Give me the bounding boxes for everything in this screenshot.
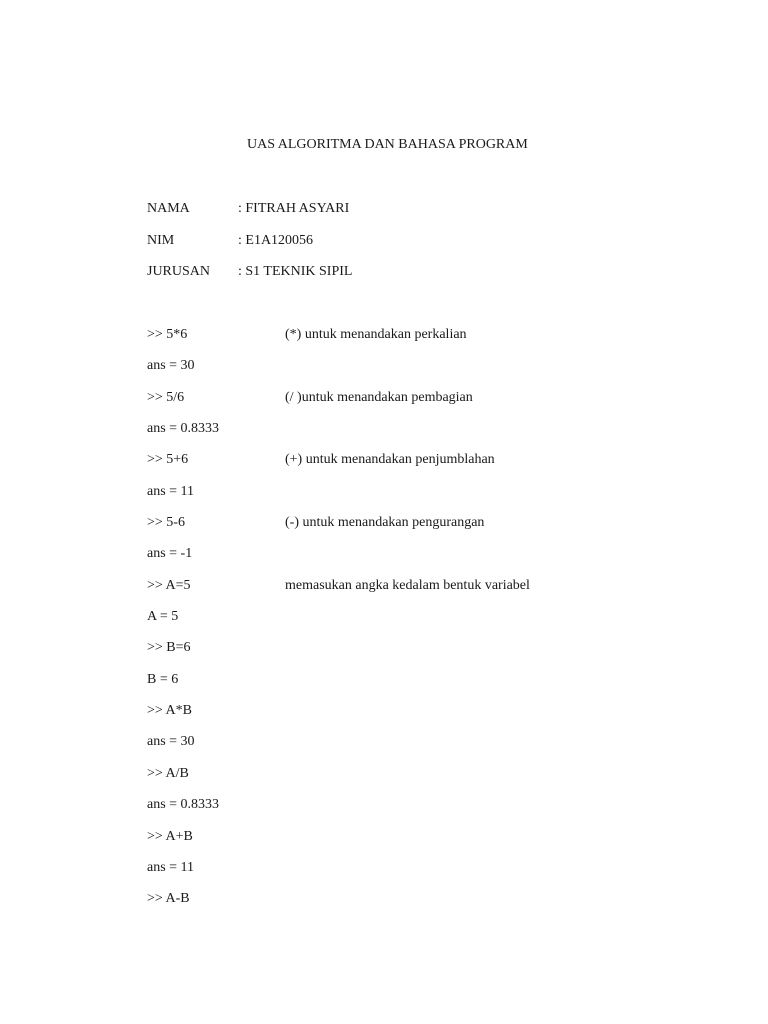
command-text: A = 5 — [147, 609, 179, 625]
command-text: ans = 0.8333 — [147, 421, 220, 437]
command-text: >> 5/6 — [147, 389, 185, 405]
command-text: ans = 30 — [147, 734, 195, 750]
command-text: ans = -1 — [147, 546, 193, 562]
command-note: memasukan angka kedalam bentuk variabel — [285, 577, 530, 593]
command-note: (+) untuk menandakan penjumblahan — [285, 452, 495, 468]
command-text: >> A-B — [147, 891, 190, 907]
command-note: (*) untuk menandakan perkalian — [285, 327, 467, 342]
info-value: : S1 TEKNIK SIPIL — [238, 264, 353, 279]
command-text: B = 6 — [147, 671, 179, 687]
command-text: >> 5-6 — [147, 515, 185, 531]
command-text: >> B=6 — [147, 640, 191, 656]
info-key: JURUSAN — [147, 264, 211, 279]
command-note: (-) untuk menandakan pengurangan — [285, 515, 485, 531]
info-key: NAMA — [147, 201, 190, 216]
command-text: ans = 11 — [147, 483, 195, 499]
command-text: >> 5*6 — [147, 327, 188, 342]
info-value: : FITRAH ASYARI — [238, 201, 350, 216]
command-text: >> A=5 — [147, 577, 191, 593]
command-text: >> 5+6 — [147, 452, 189, 468]
command-note: (/ )untuk menandakan pembagian — [285, 389, 473, 405]
command-text: >> A*B — [147, 703, 192, 719]
command-text: ans = 11 — [147, 859, 195, 875]
command-text: >> A/B — [147, 765, 189, 781]
command-text: ans = 30 — [147, 358, 195, 374]
command-text: >> A+B — [147, 828, 193, 844]
info-value: : E1A120056 — [238, 232, 314, 248]
info-key: NIM — [147, 232, 175, 248]
document-title: UAS ALGORITMA DAN BAHASA PROGRAM — [247, 137, 528, 152]
command-text: ans = 0.8333 — [147, 797, 220, 813]
